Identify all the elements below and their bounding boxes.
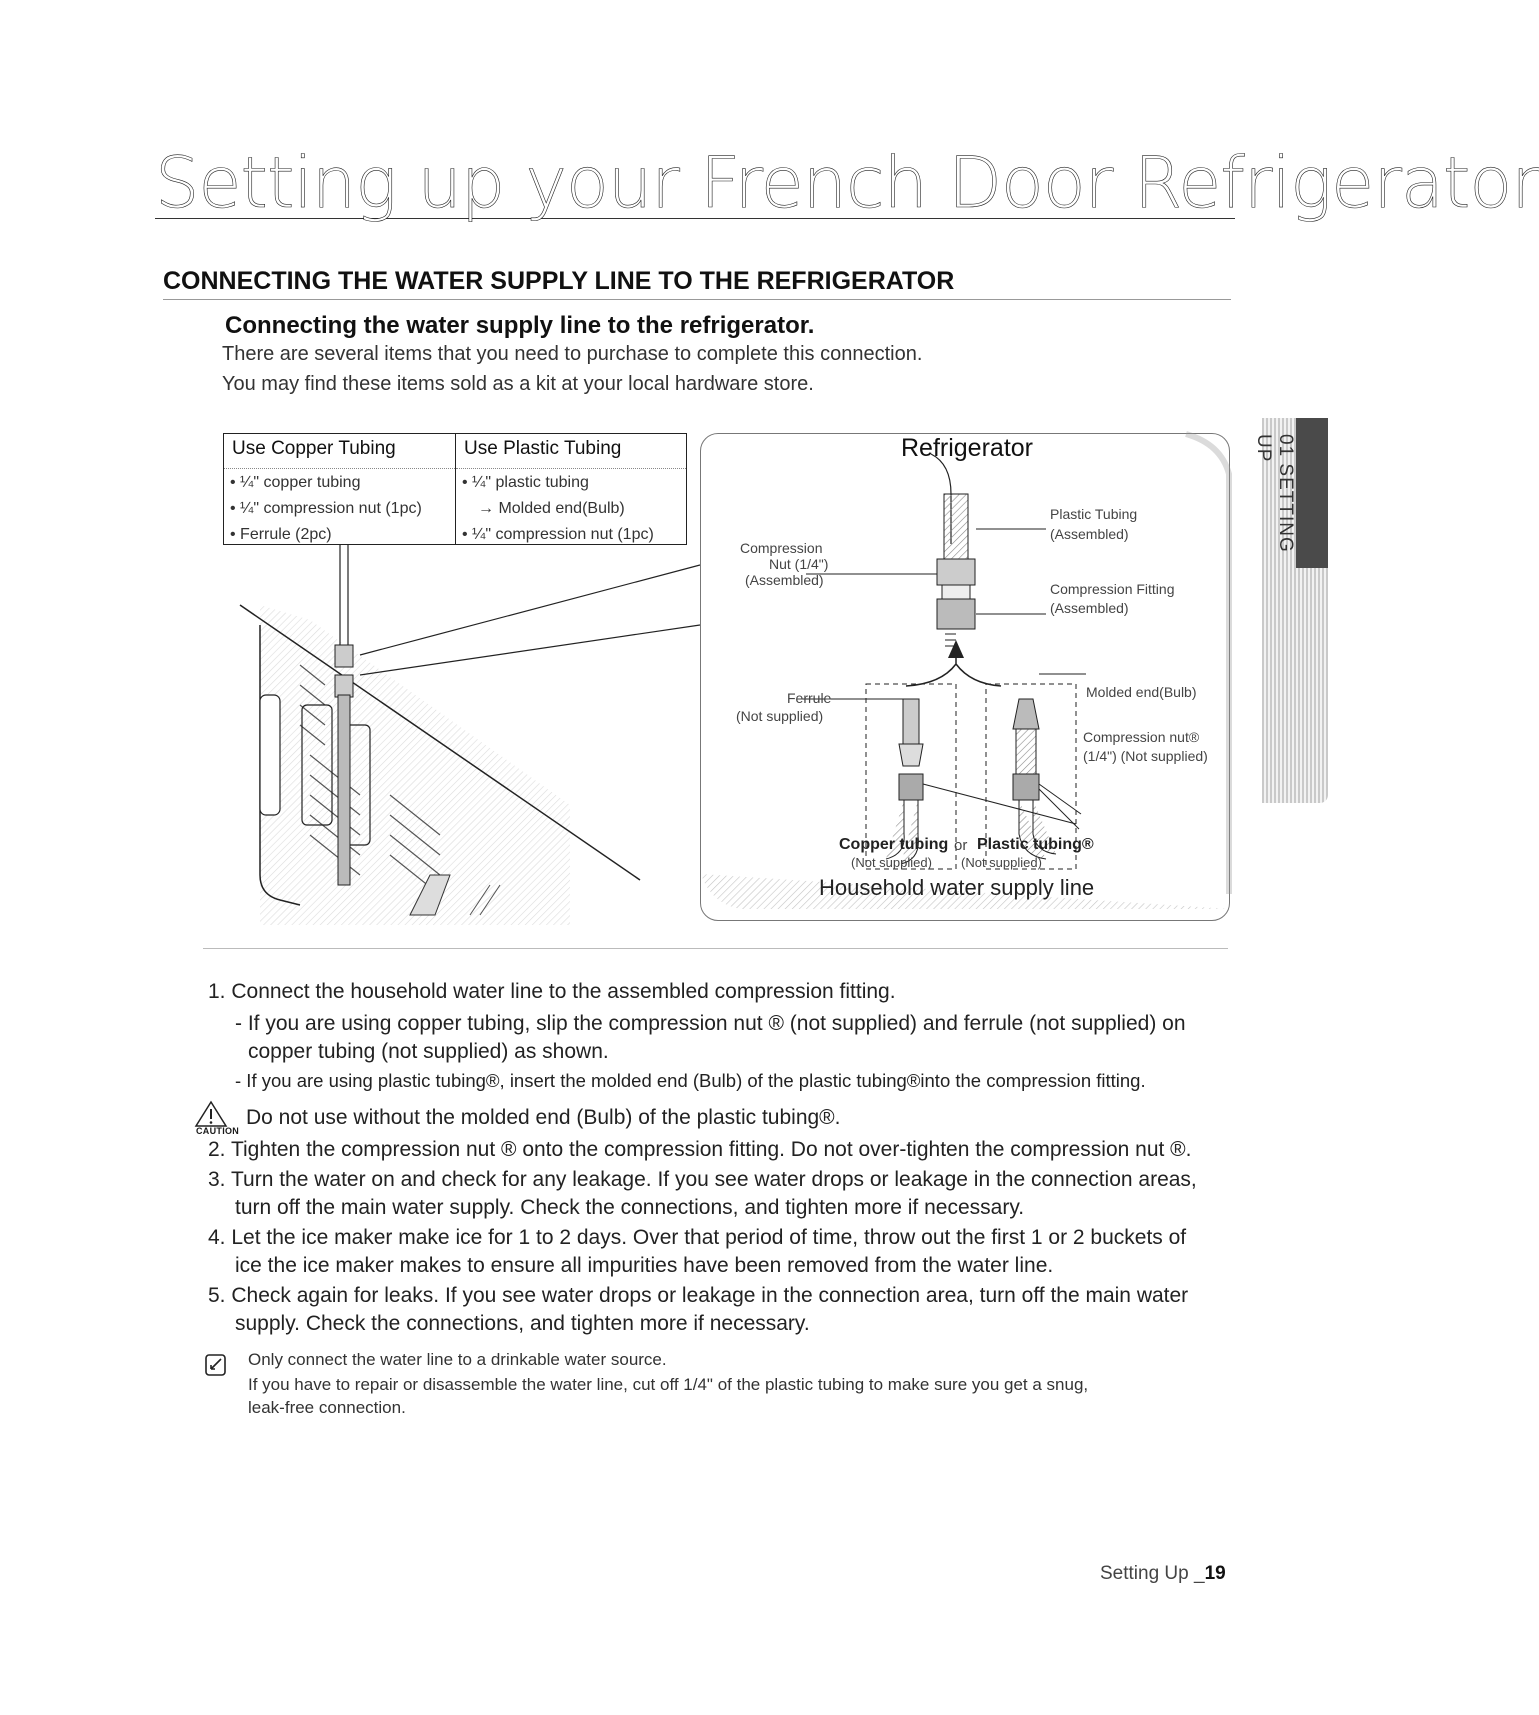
step-3: 3. Turn the water on and check for any leakage. If you see water drops or leakage in the connection areas, bbox=[208, 1168, 1197, 1191]
compression-nut-b-sublabel: (1/4") (Not supplied) bbox=[1083, 748, 1208, 764]
caution-text: Do not use without the molded end (Bulb) of the plastic tubing®. bbox=[246, 1106, 841, 1129]
copper-tubing-label: Copper tubing bbox=[839, 836, 949, 853]
side-tab-label: 01 SETTING UP bbox=[1253, 434, 1296, 553]
note-line-1: Only connect the water line to a drinkable water source. bbox=[248, 1350, 667, 1369]
ferrule-label: Ferrule bbox=[787, 690, 832, 706]
step-1-substep-b: - If you are using plastic tubing®, insert the molded end (Bulb) of the plastic tubing®into the compression fitting. bbox=[235, 1070, 1146, 1091]
note-line-3: leak-free connection. bbox=[248, 1398, 406, 1417]
step-4: 4. Let the ice maker make ice for 1 to 2 days. Over that period of time, throw out the first 1 or 2 buckets of bbox=[208, 1226, 1187, 1249]
compression-fitting-label: Compression Fitting bbox=[1050, 581, 1175, 597]
molded-end-label: Molded end(Bulb) bbox=[1086, 684, 1197, 700]
compression-fitting-sublabel: (Assembled) bbox=[1050, 600, 1129, 616]
step-1: 1. Connect the household water line to the assembled compression fitting. bbox=[208, 980, 896, 1003]
connection-diagram bbox=[700, 433, 1230, 921]
plastic-tubing-sublabel: (Assembled) bbox=[1050, 526, 1129, 542]
plastic-item: → Molded end(Bulb) bbox=[478, 500, 625, 517]
step-5: 5. Check again for leaks. If you see water drops or leakage in the connection area, turn off the main water bbox=[208, 1284, 1189, 1307]
plastic-header: Use Plastic Tubing bbox=[456, 434, 686, 469]
plastic-tubing-label: Plastic Tubing bbox=[1050, 506, 1138, 522]
step-1-substep-a: - If you are using copper tubing, slip the compression nut ® (not supplied) and ferrule (not supplied) on bbox=[235, 1012, 1186, 1035]
plastic-tubing-b-label: Plastic tubing® bbox=[977, 836, 1094, 853]
divider bbox=[203, 948, 1228, 949]
compression-nut-label: Compression bbox=[740, 540, 823, 556]
step-1-substep-a-cont: copper tubing (not supplied) as shown. bbox=[248, 1040, 609, 1063]
plastic-item: • ¼" plastic tubing bbox=[462, 474, 589, 491]
caution-label: CAUTION bbox=[196, 1126, 240, 1136]
copper-not-supplied: (Not supplied) bbox=[851, 855, 932, 870]
step-4-cont: ice the ice maker makes to ensure all impurities have been removed from the water line. bbox=[235, 1254, 1054, 1277]
copper-column bbox=[224, 434, 456, 544]
caution-icon bbox=[194, 1100, 228, 1128]
page-footer bbox=[1100, 1563, 1226, 1585]
copper-item: • ¼" compression nut (1pc) bbox=[230, 500, 422, 517]
intro-line-1: There are several items that you need to purchase to complete this connection. bbox=[222, 343, 923, 365]
intro-line-2: You may find these items sold as a kit at your local hardware store. bbox=[222, 373, 814, 395]
copper-item: • Ferrule (2pc) bbox=[230, 526, 332, 543]
ferrule-sublabel: (Not supplied) bbox=[736, 708, 824, 724]
side-tab-marker bbox=[1296, 418, 1328, 568]
step-5-cont: supply. Check the connections, and tighten more if necessary. bbox=[235, 1312, 810, 1335]
compression-nut-b-label: Compression nut® bbox=[1083, 729, 1200, 745]
note-line-2: If you have to repair or disassemble the water line, cut off 1/4" of the plastic tubing to make sure you get a snug, bbox=[248, 1375, 1089, 1394]
section-heading: CONNECTING THE WATER SUPPLY LINE TO THE REFRIGERATOR bbox=[163, 267, 1231, 300]
page-title: Setting up your French Door Refrigerator bbox=[155, 142, 1539, 224]
compression-nut-size: Nut (1/4") bbox=[769, 556, 829, 572]
sub-heading: Connecting the water supply line to the refrigerator. bbox=[225, 312, 815, 339]
copper-header: Use Copper Tubing bbox=[224, 434, 455, 469]
footer-section: Setting Up _ bbox=[1100, 1563, 1205, 1584]
household-line-label: Household water supply line bbox=[819, 875, 1095, 900]
plastic-not-supplied: (Not supplied) bbox=[961, 855, 1042, 870]
note-icon bbox=[203, 1352, 229, 1378]
copper-item: • ¼" copper tubing bbox=[230, 474, 361, 491]
step-3-cont: turn off the main water supply. Check the connections, and tighten more if necessary. bbox=[235, 1196, 1025, 1219]
compression-nut-sublabel: (Assembled) bbox=[745, 572, 824, 588]
page-number: 19 bbox=[1204, 1563, 1226, 1584]
plastic-item: • ¼" compression nut (1pc) bbox=[462, 526, 654, 543]
tubing-requirements-table bbox=[223, 433, 687, 545]
plastic-column bbox=[456, 434, 686, 544]
or-label: or bbox=[954, 837, 968, 854]
refrigerator-back-illustration bbox=[240, 545, 710, 925]
diagram-title: Refrigerator bbox=[901, 434, 1033, 462]
step-2: 2. Tighten the compression nut ® onto the compression fitting. Do not over-tighten the compression nut ®. bbox=[208, 1138, 1192, 1161]
